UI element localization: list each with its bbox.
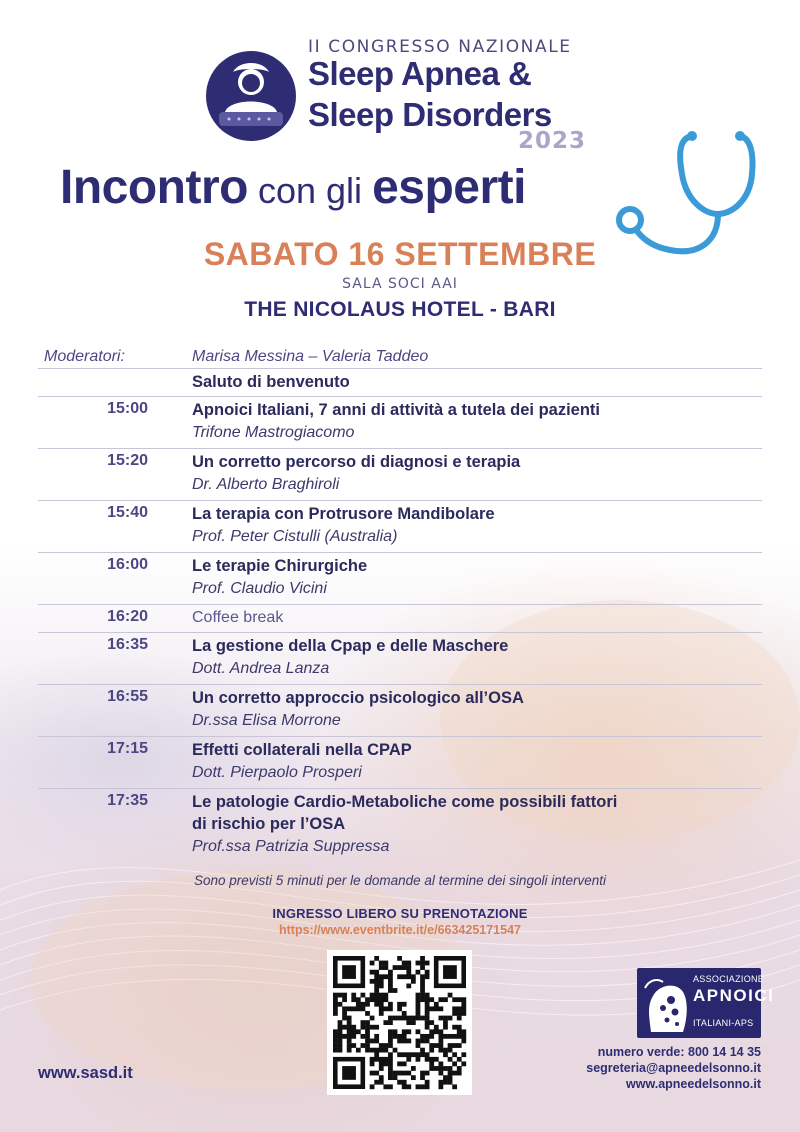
- table-row: [38, 501, 762, 553]
- sleeping-head-logo-icon: [643, 976, 691, 1034]
- table-row: [38, 737, 762, 789]
- table-row: [38, 685, 762, 737]
- association-label-2: APNOICI: [693, 986, 775, 1005]
- session-time: 15:40: [107, 504, 148, 521]
- session-title-line-1: Le patologie Cardio-Metaboliche come possibili fattori: [192, 793, 618, 811]
- session-time: [38, 369, 192, 396]
- session-speaker: Trifone Mastrogiacomo: [192, 424, 355, 441]
- session-speaker: Dott. Andrea Lanza: [192, 660, 330, 677]
- table-row: [38, 449, 762, 501]
- session-title: Apnoici Italiani, 7 anni di attività a tutela dei pazienti: [192, 401, 600, 419]
- table-row: [38, 397, 762, 449]
- toll-free-number: numero verde: 800 14 14 35: [597, 1045, 761, 1059]
- session-title: La terapia con Protrusore Mandibolare: [192, 505, 495, 523]
- congress-year: 2023: [518, 128, 587, 154]
- free-entry-notice: INGRESSO LIBERO SU PRENOTAZIONE: [272, 906, 528, 921]
- session-title: Un corretto approccio psicologico all’OSA: [192, 689, 524, 707]
- session-time: 16:35: [107, 636, 148, 653]
- program-table: [38, 346, 762, 862]
- session-time: 16:00: [107, 556, 148, 573]
- session-time: 16:20: [107, 608, 148, 625]
- session-time: 15:20: [107, 452, 148, 469]
- session-title: Effetti collaterali nella CPAP: [192, 741, 412, 759]
- qr-code-icon: [327, 950, 472, 1095]
- session-speaker: Dott. Pierpaolo Prosperi: [192, 764, 362, 781]
- session-speaker: Prof. Peter Cistulli (Australia): [192, 528, 398, 545]
- session-time: 15:00: [107, 400, 148, 417]
- session-time: 17:15: [107, 740, 148, 757]
- session-time: 17:35: [107, 792, 148, 809]
- association-label-3: ITALIANI-APS: [693, 1018, 754, 1028]
- session-speaker: Prof. Claudio Vicini: [192, 580, 327, 597]
- table-row: [38, 369, 762, 397]
- table-row: [38, 553, 762, 605]
- coffee-break: Coffee break: [192, 609, 284, 626]
- sleeping-person-logo-icon: [205, 50, 297, 142]
- moderators-row: [38, 346, 762, 369]
- session-time: 16:55: [107, 688, 148, 705]
- email-link[interactable]: segreteria@apneedelsonno.it: [586, 1061, 761, 1075]
- session-title-line-2: di rischio per l’OSA: [192, 815, 346, 833]
- table-row: [38, 633, 762, 685]
- headline: [60, 160, 526, 215]
- moderators-label: Moderatori:: [44, 348, 125, 365]
- association-logo: [637, 968, 775, 1038]
- headline-incontro: Incontro: [60, 161, 248, 214]
- session-speaker: Dr.ssa Elisa Morrone: [192, 712, 341, 729]
- brand-line-2: Sleep Disorders: [308, 96, 552, 133]
- event-venue: THE NICOLAUS HOTEL - BARI: [244, 298, 556, 321]
- event-room: SALA SOCI AAI: [342, 276, 458, 292]
- event-date: SABATO 16 SETTEMBRE: [203, 236, 597, 272]
- association-website-link[interactable]: www.apneedelsonno.it: [626, 1077, 761, 1091]
- session-title: Un corretto percorso di diagnosi e terapia: [192, 453, 521, 471]
- headline-con-gli: con gli: [247, 170, 373, 211]
- table-row: [38, 789, 762, 862]
- moderators-names: Marisa Messina – Valeria Taddeo: [192, 348, 429, 365]
- website-link[interactable]: www.sasd.it: [38, 1064, 133, 1082]
- session-title: Le terapie Chirurgiche: [192, 557, 368, 575]
- congress-edition: II CONGRESSO NAZIONALE: [308, 37, 572, 57]
- session-speaker: Prof.ssa Patrizia Suppressa: [192, 838, 390, 855]
- questions-note: Sono previsti 5 minuti per le domande al termine dei singoli interventi: [194, 873, 606, 888]
- session-title: La gestione della Cpap e delle Maschere: [192, 637, 509, 655]
- association-label-1: ASSOCIAZIONE: [693, 974, 765, 984]
- session-speaker: Dr. Alberto Braghiroli: [192, 476, 340, 493]
- session-title: Saluto di benvenuto: [192, 373, 350, 391]
- brand-line-1: Sleep Apnea &: [308, 55, 532, 92]
- headline-esperti: esperti: [372, 161, 526, 214]
- table-row: [38, 605, 762, 633]
- booking-link[interactable]: https://www.eventbrite.it/e/663425171547: [278, 923, 521, 937]
